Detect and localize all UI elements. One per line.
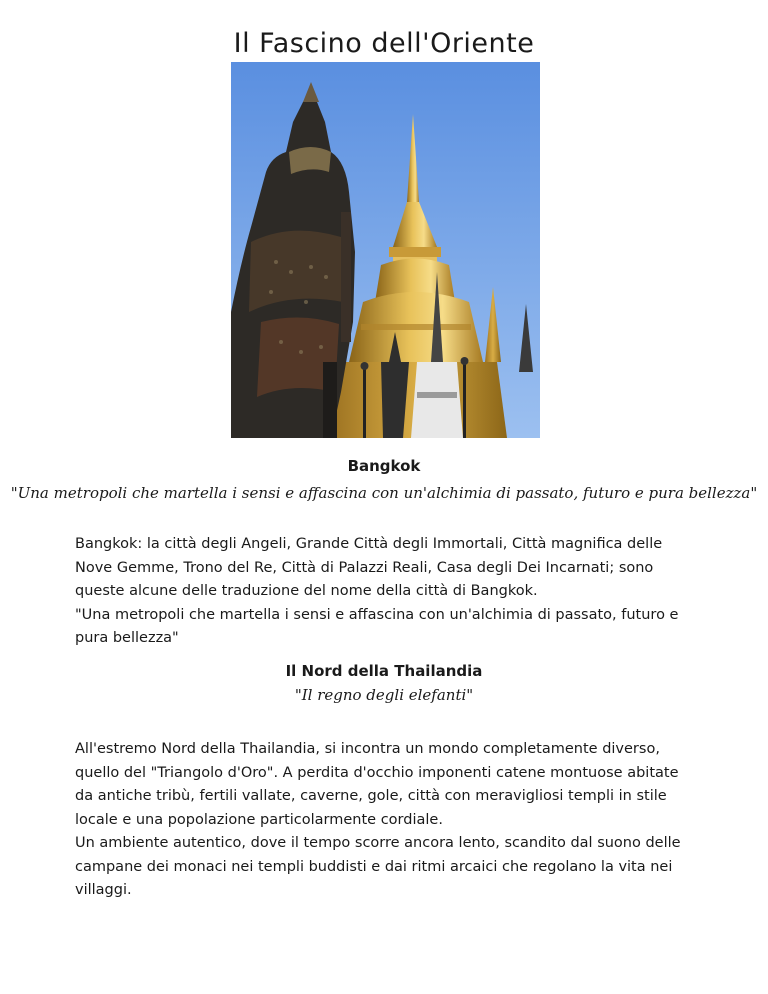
section-quote-bangkok: "Una metropoli che martella i sensi e affascina con un'alchimia di passato, futuro e pura bellezza" xyxy=(10,484,758,502)
paragraph: Un ambiente autentico, dove il tempo scorre ancora lento, scandito dal suono delle campane dei monaci nei templi buddisti e dai ritmi arcaici che regolano la vita nei villaggi. xyxy=(75,835,681,898)
temple-illustration xyxy=(231,62,540,438)
section-heading-nord: Il Nord della Thailandia xyxy=(285,662,483,680)
paragraph: Bangkok: la città degli Angeli, Grande Città degli Immortali, Città magnifica delle Nove Gemme, Trono del Re, Città di Palazzi Reali, Casa degli Dei Incarnati; sono queste alcune delle traduzione del nome della città di Bangkok. xyxy=(75,536,663,599)
section-body-bangkok xyxy=(75,533,697,651)
section-body-nord xyxy=(75,738,697,903)
paragraph: "Una metropoli che martella i sensi e affascina con un'alchimia di passato, futuro e pura bellezza" xyxy=(75,606,679,646)
section-heading-bangkok: Bangkok xyxy=(347,457,421,475)
section-quote-nord: "Il regno degli elefanti" xyxy=(294,686,474,704)
temple-photo xyxy=(231,62,540,438)
paragraph: All'estremo Nord della Thailandia, si incontra un mondo completamente diverso, quello del "Triangolo d'Oro". A perdita d'occhio imponenti catene montuose abitate da antiche tribù, fertili vallate, caverne, gole, città con meravigliosi templi in stile locale e una popolazione particolarmente cordiale. xyxy=(75,741,679,828)
page-title: Il Fascino dell'Oriente xyxy=(233,28,535,60)
